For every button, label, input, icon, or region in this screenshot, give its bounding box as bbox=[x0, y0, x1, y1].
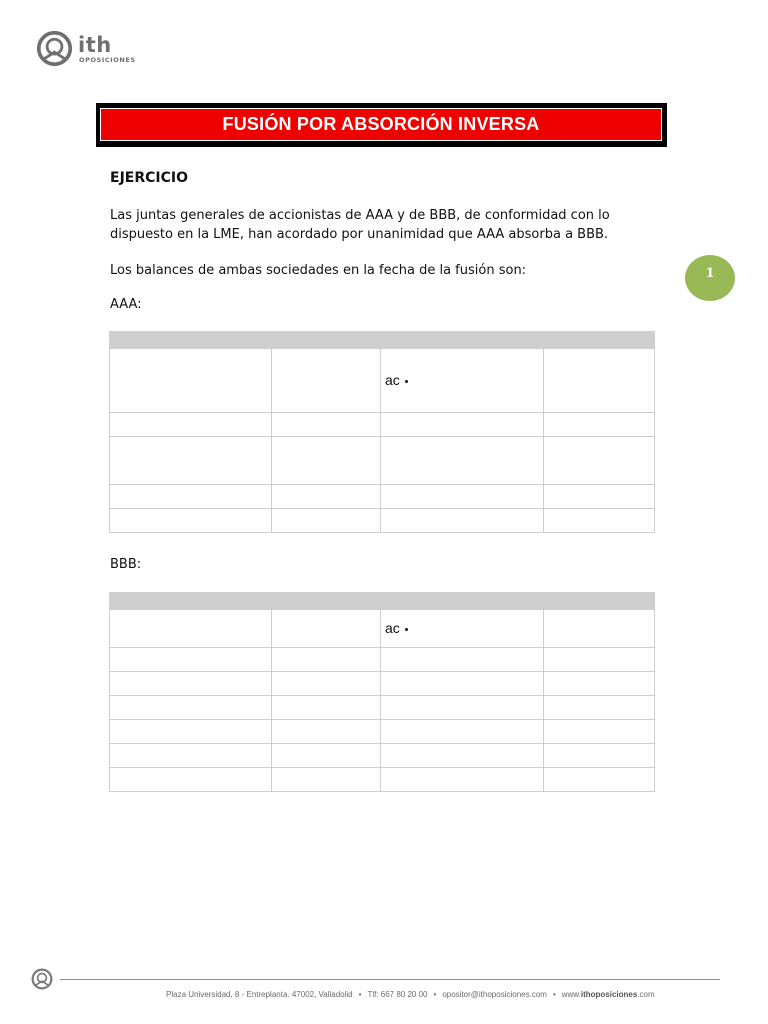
footer-contact: Plaza Universidad, 8 - Entreplanta. 47002, Valladolid • Tlf: 667 80 20 00 • opositor@ithoposiciones.com • www.ithoposiciones.com bbox=[166, 990, 655, 999]
ith-logo-icon bbox=[36, 30, 73, 67]
page-number-badge: 1 bbox=[685, 255, 735, 301]
title-banner bbox=[96, 103, 667, 147]
paragraph-intro: Las juntas generales de accionistas de AAA y de BBB, de conformidad con lo dispuesto en la LME, han acordado por unanimidad que AAA absorba a BBB. bbox=[110, 208, 610, 242]
table-row bbox=[110, 349, 655, 413]
footer-phone: Tlf: 667 80 20 00 bbox=[367, 990, 428, 999]
brand-subtitle: OPOSICIONES bbox=[79, 56, 136, 64]
footer-website[interactable]: www.ithoposiciones.com bbox=[561, 990, 655, 999]
table-row bbox=[110, 413, 655, 437]
table-row bbox=[110, 437, 655, 485]
cell-text: ac bbox=[385, 372, 400, 388]
table-row bbox=[110, 485, 655, 509]
footer-address: Plaza Universidad, 8 - Entreplanta. 47002, Valladolid bbox=[166, 990, 353, 999]
table-label-bbb: BBB: bbox=[110, 557, 142, 572]
balance-table-bbb bbox=[109, 592, 655, 792]
table-row bbox=[110, 509, 655, 533]
table-row bbox=[110, 768, 655, 792]
ith-logo bbox=[36, 30, 156, 70]
cell-text: ac bbox=[385, 620, 400, 636]
table-row bbox=[110, 744, 655, 768]
table-label-aaa: AAA: bbox=[110, 297, 142, 312]
brand-name: ith bbox=[78, 33, 112, 57]
table-row bbox=[110, 696, 655, 720]
section-heading: EJERCICIO bbox=[110, 170, 188, 186]
paragraph-balances: Los balances de ambas sociedades en la fecha de la fusión son: bbox=[110, 263, 527, 278]
table-row bbox=[110, 648, 655, 672]
table-row bbox=[110, 720, 655, 744]
table-row bbox=[110, 672, 655, 696]
page-title: FUSIÓN POR ABSORCIÓN INVERSA bbox=[222, 114, 540, 134]
table-row bbox=[110, 610, 655, 648]
table-header-row bbox=[110, 332, 655, 349]
footer-logo-icon bbox=[31, 968, 53, 990]
bullet-icon bbox=[405, 380, 408, 383]
footer-email[interactable]: opositor@ithoposiciones.com bbox=[442, 990, 547, 999]
table-header-row bbox=[110, 593, 655, 610]
footer-divider bbox=[60, 979, 720, 980]
bullet-icon bbox=[405, 628, 408, 631]
balance-table-aaa bbox=[109, 331, 655, 533]
